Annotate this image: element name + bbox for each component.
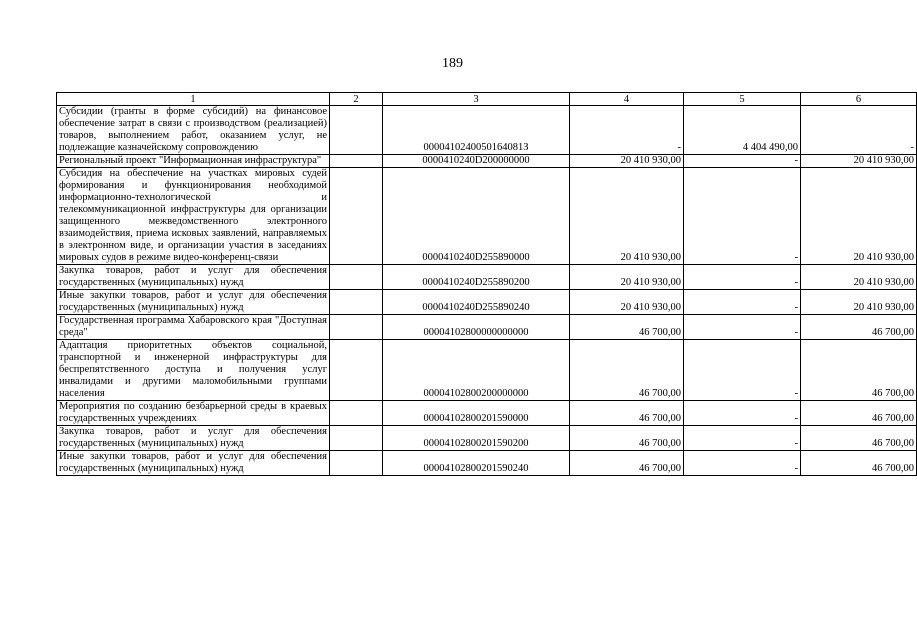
table-row [57,106,917,155]
row-code: 0000410240D255890240 [383,290,570,315]
row-col2 [330,168,383,265]
table-header-row [57,93,917,106]
row-col2 [330,265,383,290]
row-value-col6: - [801,106,917,155]
row-code: 00004102800201590240 [383,451,570,476]
row-value-col5: 4 404 490,00 [684,106,801,155]
row-value-col5: - [684,401,801,426]
row-value-col5: - [684,340,801,401]
row-value-col5: - [684,168,801,265]
row-col2 [330,155,383,168]
row-col2 [330,106,383,155]
row-value-col5: - [684,315,801,340]
row-code: 0000410240D255890200 [383,265,570,290]
row-value-col4: 46 700,00 [570,315,684,340]
table-row [57,426,917,451]
row-description: Закупка товаров, работ и услуг для обеспечения государственных (муниципальных) нужд [57,265,330,290]
page-number: 189 [442,56,463,71]
row-col2 [330,290,383,315]
row-code: 00004102800201590000 [383,401,570,426]
row-col2 [330,315,383,340]
table-body [57,106,917,476]
column-header: 5 [684,93,801,106]
row-value-col4: 46 700,00 [570,426,684,451]
column-header: 1 [57,93,330,106]
row-value-col5: - [684,426,801,451]
row-description: Иные закупки товаров, работ и услуг для обеспечения государственных (муниципальных) нужд [57,290,330,315]
row-code: 0000410240D200000000 [383,155,570,168]
table-row [57,155,917,168]
table-row [57,290,917,315]
row-value-col4: - [570,106,684,155]
row-description: Субсидии (гранты в форме субсидий) на финансовое обеспечение затрат в связи с производством (реализацией) товаров, выполнением работ, оказанием услуг, не подлежащие казначейскому сопровождению [57,106,330,155]
row-col2 [330,451,383,476]
row-description: Государственная программа Хабаровского края "Доступная среда" [57,315,330,340]
budget-table [56,92,917,476]
row-value-col5: - [684,290,801,315]
table-row [57,168,917,265]
row-description: Иные закупки товаров, работ и услуг для обеспечения государственных (муниципальных) нужд [57,451,330,476]
row-code: 00004102800200000000 [383,340,570,401]
row-col2 [330,401,383,426]
column-header: 4 [570,93,684,106]
table-row [57,401,917,426]
row-value-col4: 20 410 930,00 [570,265,684,290]
row-value-col6: 46 700,00 [801,340,917,401]
row-description: Субсидия на обеспечение на участках мировых судей формирования и функционирования необходимой информационно-технологической и телекоммуникационной инфраструктуры для организации защищенного межведомственного электронного взаимодействия, приема исковых заявлений, направляемых в электронном виде, и организации участия в заседаниях мировых судов в режиме видео-конференц-связи [57,168,330,265]
row-value-col6: 20 410 930,00 [801,168,917,265]
row-value-col4: 46 700,00 [570,451,684,476]
row-value-col4: 46 700,00 [570,340,684,401]
row-value-col4: 20 410 930,00 [570,168,684,265]
table-row [57,340,917,401]
row-value-col6: 46 700,00 [801,315,917,340]
row-code: 00004102800201590200 [383,426,570,451]
row-value-col4: 46 700,00 [570,401,684,426]
row-value-col6: 46 700,00 [801,451,917,476]
row-value-col6: 46 700,00 [801,401,917,426]
row-code: 0000410240050164081З [383,106,570,155]
row-description: Региональный проект "Информационная инфраструктура" [57,155,330,168]
row-code: 0000410240D255890000 [383,168,570,265]
row-col2 [330,426,383,451]
column-header: 2 [330,93,383,106]
row-value-col4: 20 410 930,00 [570,290,684,315]
row-value-col6: 20 410 930,00 [801,290,917,315]
row-description: Адаптация приоритетных объектов социальной, транспортной и инженерной инфраструктуры для беспрепятственного доступа и получения услуг инвалидами и другими маломобильными группами населения [57,340,330,401]
row-value-col4: 20 410 930,00 [570,155,684,168]
row-value-col6: 20 410 930,00 [801,265,917,290]
row-code: 00004102800000000000 [383,315,570,340]
row-col2 [330,340,383,401]
row-value-col5: - [684,265,801,290]
row-value-col6: 46 700,00 [801,426,917,451]
row-value-col5: - [684,451,801,476]
row-value-col6: 20 410 930,00 [801,155,917,168]
table-row [57,265,917,290]
column-header: 3 [383,93,570,106]
table-row [57,451,917,476]
row-value-col5: - [684,155,801,168]
column-header: 6 [801,93,917,106]
table-row [57,315,917,340]
row-description: Мероприятия по созданию безбарьерной среды в краевых государственных учреждениях [57,401,330,426]
row-description: Закупка товаров, работ и услуг для обеспечения государственных (муниципальных) нужд [57,426,330,451]
